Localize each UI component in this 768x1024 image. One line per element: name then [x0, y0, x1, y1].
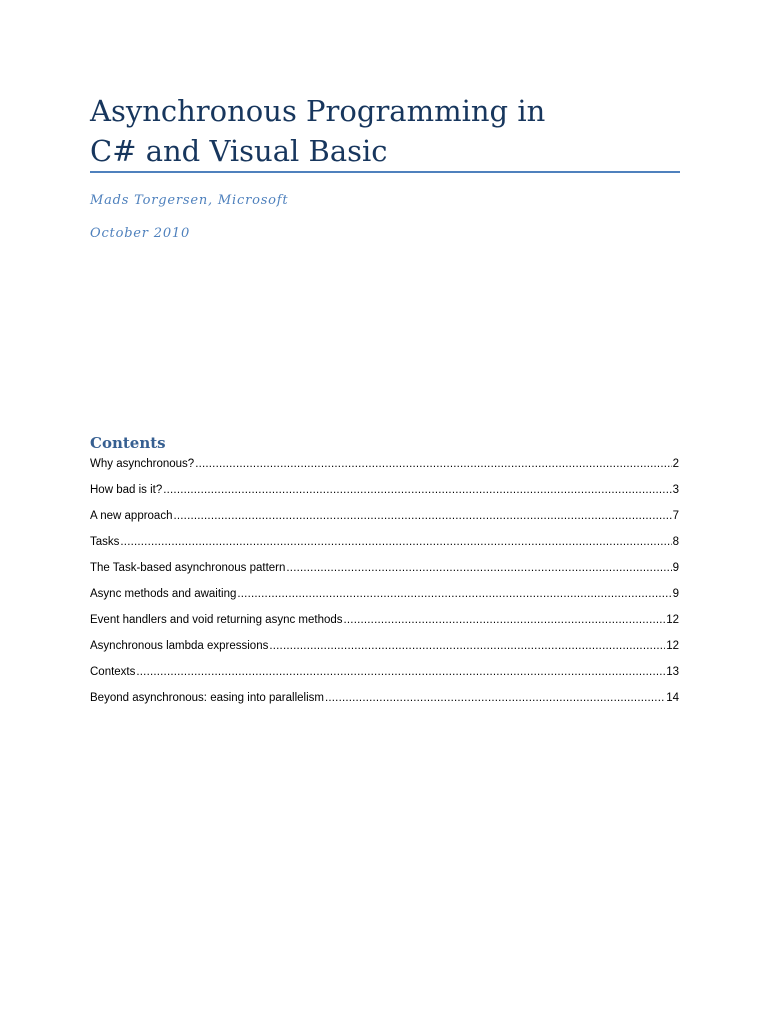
toc-entry-title: A new approach — [90, 510, 173, 522]
toc-entry[interactable] — [90, 484, 679, 510]
toc-entry-title: Asynchronous lambda expressions — [90, 640, 269, 652]
contents-heading: Contents — [90, 434, 166, 452]
toc-dot-leader — [344, 614, 666, 626]
toc-entry[interactable] — [90, 536, 679, 562]
toc-dot-leader — [286, 562, 671, 574]
date-line: October 2010 — [90, 226, 191, 241]
toc-entry-page: 9 — [672, 588, 679, 600]
toc-entry-page: 12 — [666, 614, 679, 626]
toc-entry[interactable] — [90, 510, 679, 536]
toc-entry-title: How bad is it? — [90, 484, 163, 496]
toc-entry-page: 2 — [672, 458, 679, 470]
toc-entry[interactable] — [90, 588, 679, 614]
toc-entry-title: Tasks — [90, 536, 120, 548]
toc-dot-leader — [120, 536, 671, 548]
document-title — [90, 91, 680, 171]
toc-entry-page: 8 — [672, 536, 679, 548]
toc-entry-page: 13 — [666, 666, 679, 678]
toc-entry[interactable] — [90, 640, 679, 666]
toc-entry-title: Contexts — [90, 666, 136, 678]
title-underline-rule — [90, 171, 680, 173]
toc-entry[interactable] — [90, 458, 679, 484]
toc-dot-leader — [237, 588, 671, 600]
toc-entry-page: 3 — [672, 484, 679, 496]
toc-dot-leader — [173, 510, 671, 522]
toc-entry-page: 9 — [672, 562, 679, 574]
title-line-1: Asynchronous Programming in — [90, 94, 546, 128]
toc-dot-leader — [136, 666, 665, 678]
toc-entry-title: Event handlers and void returning async methods — [90, 614, 343, 626]
toc-dot-leader — [163, 484, 671, 496]
toc-entry[interactable] — [90, 666, 679, 692]
title-line-2: C# and Visual Basic — [90, 134, 388, 168]
table-of-contents — [90, 458, 679, 718]
toc-entry-title: Beyond asynchronous: easing into parallelism — [90, 692, 324, 704]
toc-entry[interactable] — [90, 614, 679, 640]
toc-entry[interactable] — [90, 562, 679, 588]
toc-dot-leader — [325, 692, 665, 704]
toc-entry-title: Async methods and awaiting — [90, 588, 237, 600]
toc-entry-title: Why asynchronous? — [90, 458, 195, 470]
toc-entry-page: 7 — [672, 510, 679, 522]
toc-dot-leader — [195, 458, 671, 470]
toc-entry-page: 12 — [666, 640, 679, 652]
toc-entry-title: The Task-based asynchronous pattern — [90, 562, 286, 574]
toc-dot-leader — [269, 640, 665, 652]
author-line: Mads Torgersen, Microsoft — [90, 193, 289, 208]
toc-entry[interactable] — [90, 692, 679, 718]
toc-entry-page: 14 — [666, 692, 679, 704]
